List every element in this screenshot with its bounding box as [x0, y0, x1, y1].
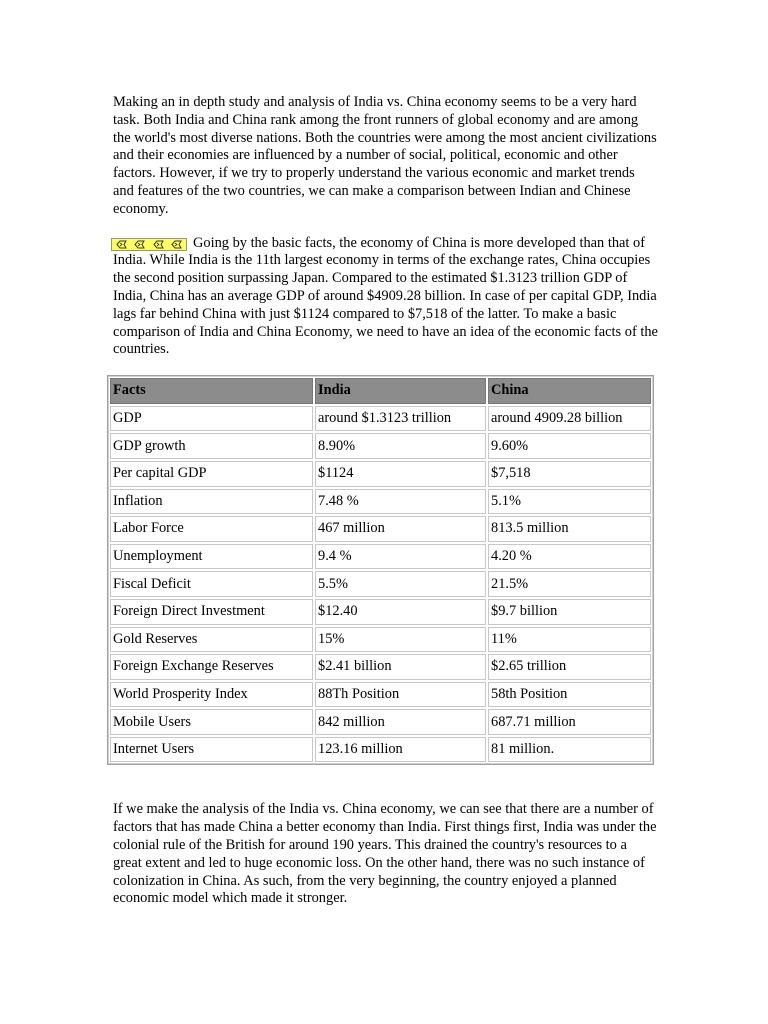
table-row: [110, 599, 651, 625]
cell-india: 88Th Position: [315, 682, 486, 708]
table-row: [110, 516, 651, 542]
cell-fact: GDP growth: [110, 433, 313, 459]
cell-china: 5.1%: [488, 489, 651, 515]
comparison-table: [107, 375, 654, 765]
intro-paragraph: Making an in depth study and analysis of India vs. China economy seems to be a very hard task. Both India and China rank among the front runners of global economy and are among the world's most diverse nations. Both the countries were among the most ancient civilizations and their economies are influenced by a number of social, political, economic and other factors. However, if we try to properly understand the various economic and market trends and features of the two countries, we can make a comparison between Indian and Chinese economy.: [113, 94, 657, 217]
icon-strip: [111, 238, 187, 251]
cell-china: $9.7 billion: [488, 599, 651, 625]
cell-fact: Mobile Users: [110, 709, 313, 735]
closing-paragraph: If we make the analysis of the India vs. China economy, we can see that there are a number of factors that has made China a better economy than India. First things first, India was under the colonial rule of the British for around 190 years. This drained the country's resources to a great extent and led to huge economic loss. On the other hand, there was no such instance of colonization in China. As such, from the very beginning, the country enjoyed a planned economic model which made it stronger.: [113, 801, 657, 907]
cell-fact: Per capital GDP: [110, 461, 313, 487]
diamond-hand-icon: [116, 240, 127, 249]
table-row: [110, 627, 651, 653]
cell-fact: GDP: [110, 406, 313, 432]
cell-india: $12.40: [315, 599, 486, 625]
table-row: [110, 682, 651, 708]
table-row: [110, 461, 651, 487]
table-row: [110, 433, 651, 459]
cell-china: around 4909.28 billion: [488, 406, 651, 432]
cell-india: 9.4 %: [315, 544, 486, 570]
cell-fact: World Prosperity Index: [110, 682, 313, 708]
cell-china: 21.5%: [488, 571, 651, 597]
table-row: [110, 709, 651, 735]
cell-fact: Foreign Exchange Reserves: [110, 654, 313, 680]
cell-fact: Inflation: [110, 489, 313, 515]
cell-fact: Fiscal Deficit: [110, 571, 313, 597]
cell-fact: Labor Force: [110, 516, 313, 542]
cell-china: 4.20 %: [488, 544, 651, 570]
cell-china: 81 million.: [488, 737, 651, 763]
cell-india: around $1.3123 trillion: [315, 406, 486, 432]
cell-india: 8.90%: [315, 433, 486, 459]
cell-india: 7.48 %: [315, 489, 486, 515]
cell-india: $1124: [315, 461, 486, 487]
cell-china: 9.60%: [488, 433, 651, 459]
cell-china: $2.65 trillion: [488, 654, 651, 680]
cell-china: 58th Position: [488, 682, 651, 708]
facts-section: [113, 235, 658, 360]
document-body: [113, 94, 658, 908]
diamond-hand-icon: [171, 240, 182, 249]
cell-china: 813.5 million: [488, 516, 651, 542]
cell-fact: Foreign Direct Investment: [110, 599, 313, 625]
table-row: [110, 406, 651, 432]
cell-india: $2.41 billion: [315, 654, 486, 680]
cell-fact: Unemployment: [110, 544, 313, 570]
header-china: China: [488, 378, 651, 404]
cell-india: 5.5%: [315, 571, 486, 597]
diamond-hand-icon: [134, 240, 145, 249]
cell-india: 15%: [315, 627, 486, 653]
diamond-hand-icon: [153, 240, 164, 249]
table-row: [110, 544, 651, 570]
cell-india: 123.16 million: [315, 737, 486, 763]
header-india: India: [315, 378, 486, 404]
cell-india: 467 million: [315, 516, 486, 542]
table-header-row: [110, 378, 651, 404]
cell-india: 842 million: [315, 709, 486, 735]
cell-china: $7,518: [488, 461, 651, 487]
table-row: [110, 571, 651, 597]
table-row: [110, 737, 651, 763]
cell-china: 687.71 million: [488, 709, 651, 735]
cell-china: 11%: [488, 627, 651, 653]
table-row: [110, 654, 651, 680]
facts-paragraph: Going by the basic facts, the economy of China is more developed than that of India. While India is the 11th largest economy in terms of the exchange rates, China occupies the second position surpassing Japan. Compared to the estimated $1.3123 trillion GDP of India, China has an average GDP of around $4909.28 billion. In case of per capital GDP, India lags far behind China with just $1124 compared to $7,518 of the latter. To make a basic comparison of India and China Economy, we need to have an idea of the economic facts of the countries.: [113, 234, 658, 358]
cell-fact: Gold Reserves: [110, 627, 313, 653]
header-facts: Facts: [110, 378, 313, 404]
cell-fact: Internet Users: [110, 737, 313, 763]
table-row: [110, 489, 651, 515]
